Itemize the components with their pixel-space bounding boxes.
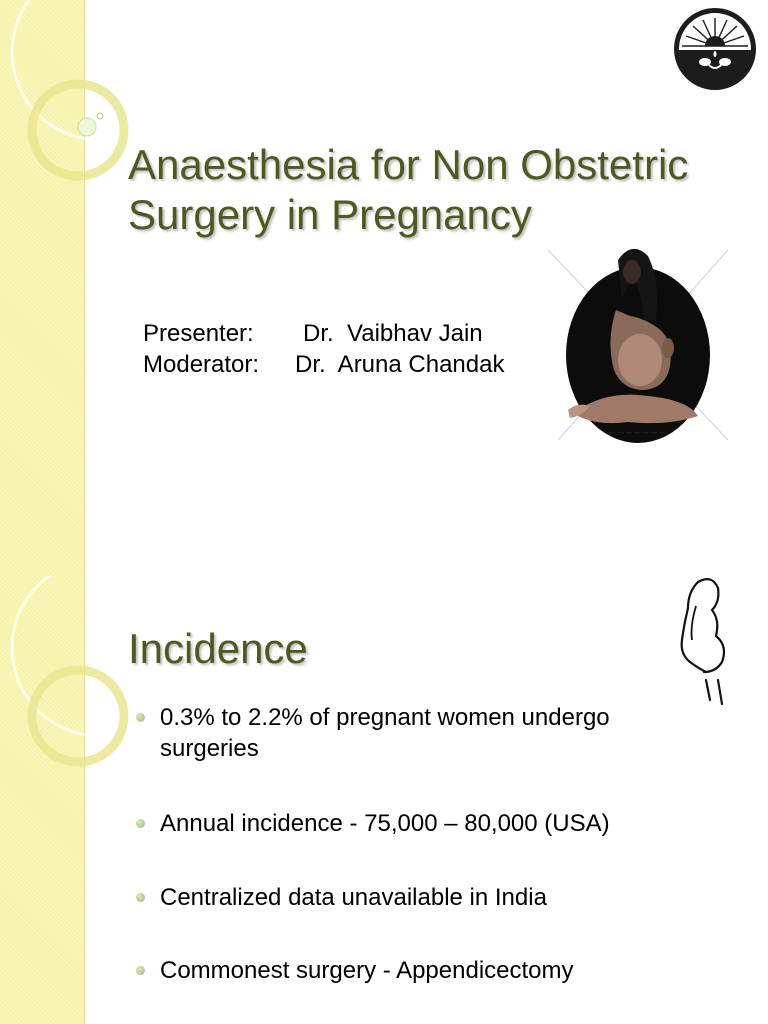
- institution-logo-icon: [672, 6, 758, 92]
- list-item-text: 0.3% to 2.2% of pregnant women undergo surgeries: [160, 704, 610, 762]
- list-item: [136, 882, 700, 913]
- presenter-name: Dr. Vaibhav Jain: [303, 320, 483, 347]
- bullet-dot-icon: [136, 713, 145, 722]
- slide-title-heading: Anaesthesia for Non Obstetric Surgery in Pregnancy: [128, 141, 689, 238]
- slide-title-heading: Incidence: [128, 625, 308, 672]
- list-item-text: Commonest surgery - Appendicectomy: [160, 957, 574, 984]
- presenter-label: Presenter:: [143, 320, 254, 347]
- bullet-dot-icon: [136, 966, 145, 975]
- list-item: [136, 808, 700, 839]
- credits-block: [143, 318, 504, 380]
- pregnant-woman-outline-icon: [676, 576, 736, 710]
- bullet-dot-icon: [136, 893, 145, 902]
- decorative-rings-icon: [0, 0, 130, 220]
- slide-incidence: [0, 576, 768, 1024]
- moderator-row: [143, 349, 504, 380]
- list-item-text: Centralized data unavailable in India: [160, 884, 547, 911]
- bullet-dot-icon: [136, 819, 145, 828]
- list-item: [136, 955, 700, 986]
- list-item-text: Annual incidence - 75,000 – 80,000 (USA): [160, 810, 610, 837]
- presenter-row: [143, 318, 504, 349]
- decorative-rings-icon: [0, 576, 130, 776]
- moderator-label: Moderator:: [143, 351, 260, 378]
- list-item: [136, 702, 700, 764]
- svg-text:~~~~~~~: ~~~~~~~: [608, 428, 667, 439]
- pregnant-woman-silhouette-icon: [548, 240, 738, 454]
- moderator-name: Dr. Aruna Chandak: [295, 351, 505, 378]
